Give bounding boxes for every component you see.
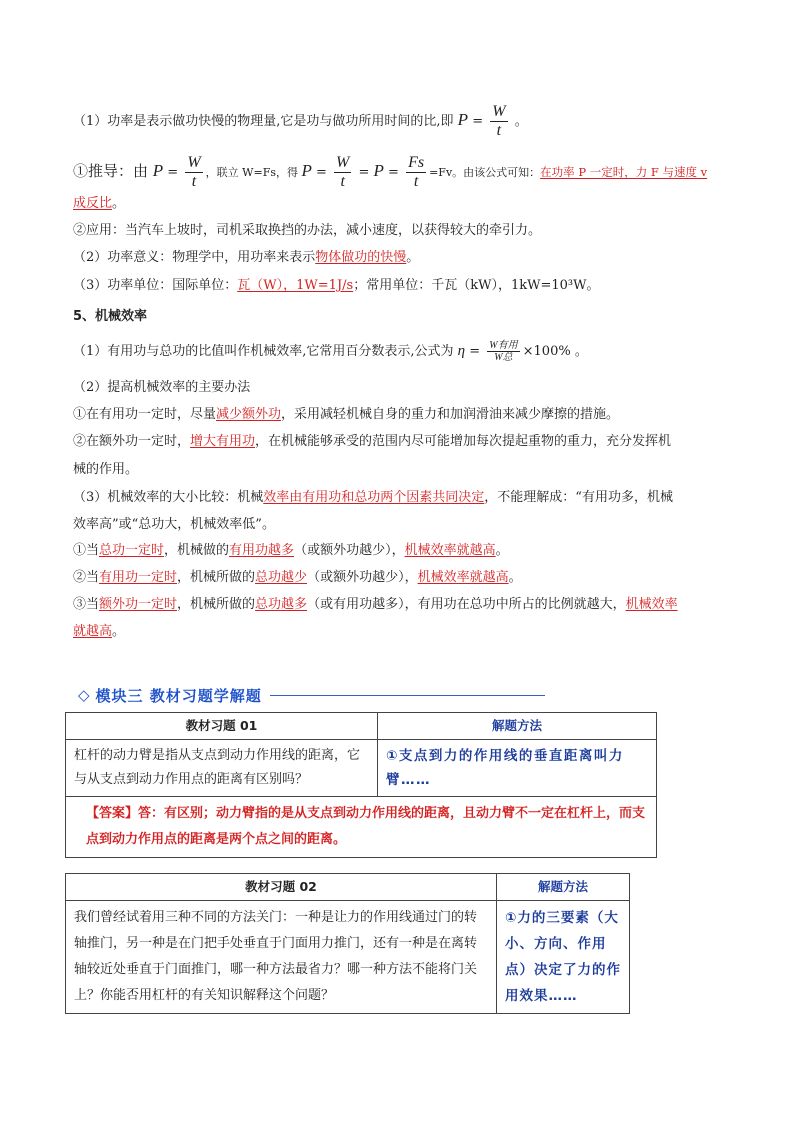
method-2-cont: 械的作用。: [73, 462, 139, 477]
method-2: ②在额外功一定时，增大有用功，在机械能够承受的范围内尽可能增加每次提起重物的重力，充分发挥机: [73, 434, 672, 449]
compare-case-3-cont: 就越高。: [73, 624, 126, 639]
exercise-02-method-head: 解题方法: [497, 874, 630, 901]
heading-rule: [270, 695, 545, 696]
module-heading: [78, 683, 545, 707]
power-definition: （1）功率是表示做功快慢的物理量,它是功与做功所用时间的比,即 P = $\frac{W}{t}$ 。: [73, 103, 528, 139]
exercise-02-question: 我们曾经试着用三种不同的方法关门：一种是让力的作用线通过门的转轴推门，另一种是在门把手处垂直于门面用力推门，还有一种是在离转轴较近处垂直于门面推门，哪一种方法最省力？哪一种方法不能将门关上？你能否用杠杆的有关知识解释这个问题？: [66, 901, 497, 1014]
exercise-01-answer: 【答案】答：有区别；动力臂指的是从支点到动力作用线的距离，且动力臂不一定在杠杆上，而支点到动力作用点的距离是两个点之间的距离。: [66, 797, 657, 858]
section-heading-efficiency: 5、机械效率: [73, 309, 148, 324]
power-unit: （3）功率单位：国际单位：瓦（W），1W=1J/s；常用单位：千瓦（kW），1kW=10³W。: [73, 278, 600, 293]
efficiency-definition: （1）有用功与总功的比值叫作机械效率,它常用百分数表示,公式为 η = $\frac{\text{W有用}}{\text{W总}}$ ×100% 。: [73, 340, 588, 363]
compare-case-1: ①当总功一定时，机械做的有用功越多（或额外功越少），机械效率就越高。: [73, 543, 509, 558]
diamond-arrow-icon: ◇: [78, 686, 90, 704]
compare-case-2: ②当有用功一定时，机械所做的总功越少（或额外功越少），机械效率就越高。: [73, 570, 522, 585]
compare-case-3: ③当额外功一定时，机械所做的总功越多（或有用功越多），有用功在总功中所占的比例就越大，机械效率: [73, 597, 678, 612]
power-derivation: ①推导：由 P = $\frac{W}{t}$ ，联立 W=Fs，得 P = $\frac{W}{t}$ = P = $\frac{Fs}{t}$ =Fv。由该公式可知：在功率 P 一定时，力 F 与速度 v: [73, 154, 708, 190]
exercise-01-method-head: 解题方法: [378, 713, 657, 740]
fraction-w-over-t: $\frac{W}{t}$: [492, 103, 506, 139]
exercise-01-method: ①支点到力的作用线的垂直距离叫力臂……: [378, 740, 657, 797]
exercise-table-02: [65, 873, 630, 1014]
fraction-2: $\frac{W}{t}$: [336, 154, 350, 190]
exercise-01-question: 杠杆的动力臂是指从支点到动力作用线的距离，它与从支点到动力作用点的距离有区别吗？: [66, 740, 378, 797]
method-1: ①在有用功一定时，尽量减少额外功，采用减轻机械自身的重力和加润滑油来减少摩擦的措施。: [73, 407, 620, 422]
fraction-3: $\frac{Fs}{t}$: [408, 154, 425, 190]
module-title: 模块三 教材习题学解题: [95, 686, 262, 705]
efficiency-methods-heading: （2）提高机械效率的主要办法: [73, 380, 251, 395]
exercise-table-01: [65, 712, 657, 858]
fraction-1: $\frac{W}{t}$: [187, 154, 201, 190]
exercise-02-method: ①力的三要素（大小、方向、作用点）决定了力的作用效果……: [497, 901, 630, 1014]
power-derivation-cont: 成反比。: [73, 196, 126, 211]
exercise-02-head: 教材习题 02: [66, 874, 497, 901]
efficiency-compare-cont: 效率高”或“总功大，机械效率低”。: [73, 517, 275, 532]
power-meaning: （2）功率意义：物理学中，用功率来表示物体做功的快慢。: [73, 250, 420, 265]
fraction-efficiency: $\frac{\text{W有用}}{\text{W总}}$: [489, 340, 518, 363]
efficiency-compare: （3）机械效率的大小比较：机械效率由有用功和总功两个因素共同决定，不能理解成：“有用功多，机械: [73, 490, 673, 505]
highlight-inverse-relation: 在功率 P 一定时，力 F 与速度 v: [540, 165, 708, 179]
power-application: ②应用：当汽车上坡时，司机采取换挡的办法，减小速度，以获得较大的牵引力。: [73, 223, 542, 238]
exercise-01-head: 教材习题 01: [66, 713, 378, 740]
